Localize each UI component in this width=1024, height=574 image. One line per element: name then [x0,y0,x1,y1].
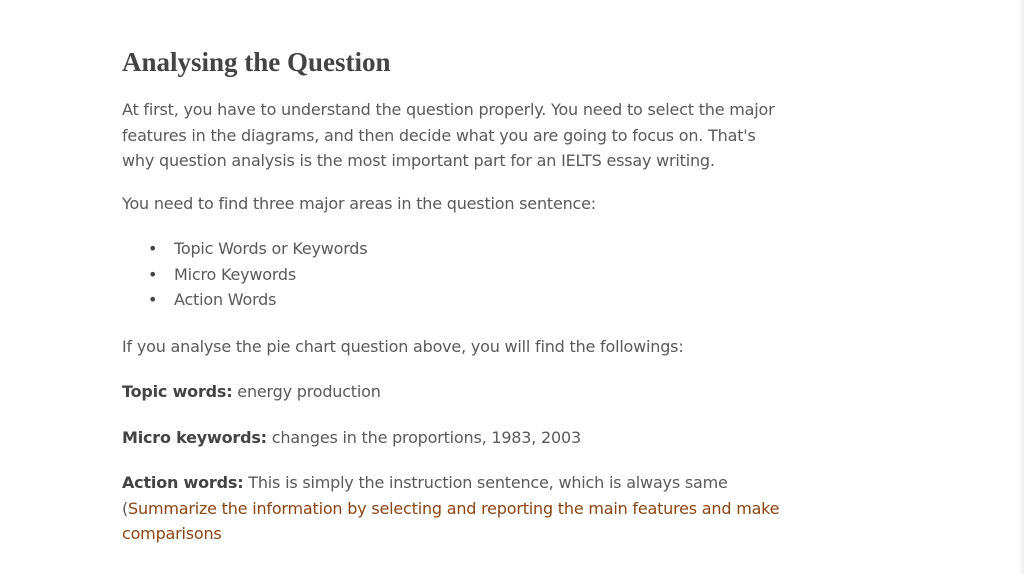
topic-words-label: Topic words: [122,382,233,401]
article-content [122,44,782,547]
areas-intro: You need to find three major areas in the question sentence: [122,193,596,213]
micro-keywords-label: Micro keywords: [122,427,267,447]
topic-words-line [122,379,782,405]
analyse-paragraph: If you analyse the pie chart question above, you will find the followings: [122,336,684,356]
intro-paragraph: At first, you have to understand the question properly. You need to select the major features in the diagrams, and then decide what you are going to focus on. That's why question analysis is the most important part for an IELTS essay writing. [122,100,775,170]
action-words-value: This is simply the instruction sentence, which is always same ( [122,473,728,518]
page-title: Analysing the Question [122,47,391,77]
instruction-highlight: Summarize the information by selecting and reporting the main features and make comparisons [122,498,780,543]
micro-keywords-line [122,425,782,451]
list-item: • Action Words [174,287,782,313]
areas-list [122,236,782,313]
action-words-line [122,470,782,547]
list-item: • Topic Words or Keywords [174,236,782,262]
micro-keywords-value: changes in the proportions, 1983, 2003 [266,427,581,447]
action-words-label: Action words: [122,473,244,492]
list-item: • Micro Keywords [174,262,782,288]
topic-words-value: energy production [232,382,381,401]
page-edge-shadow [1018,0,1024,574]
